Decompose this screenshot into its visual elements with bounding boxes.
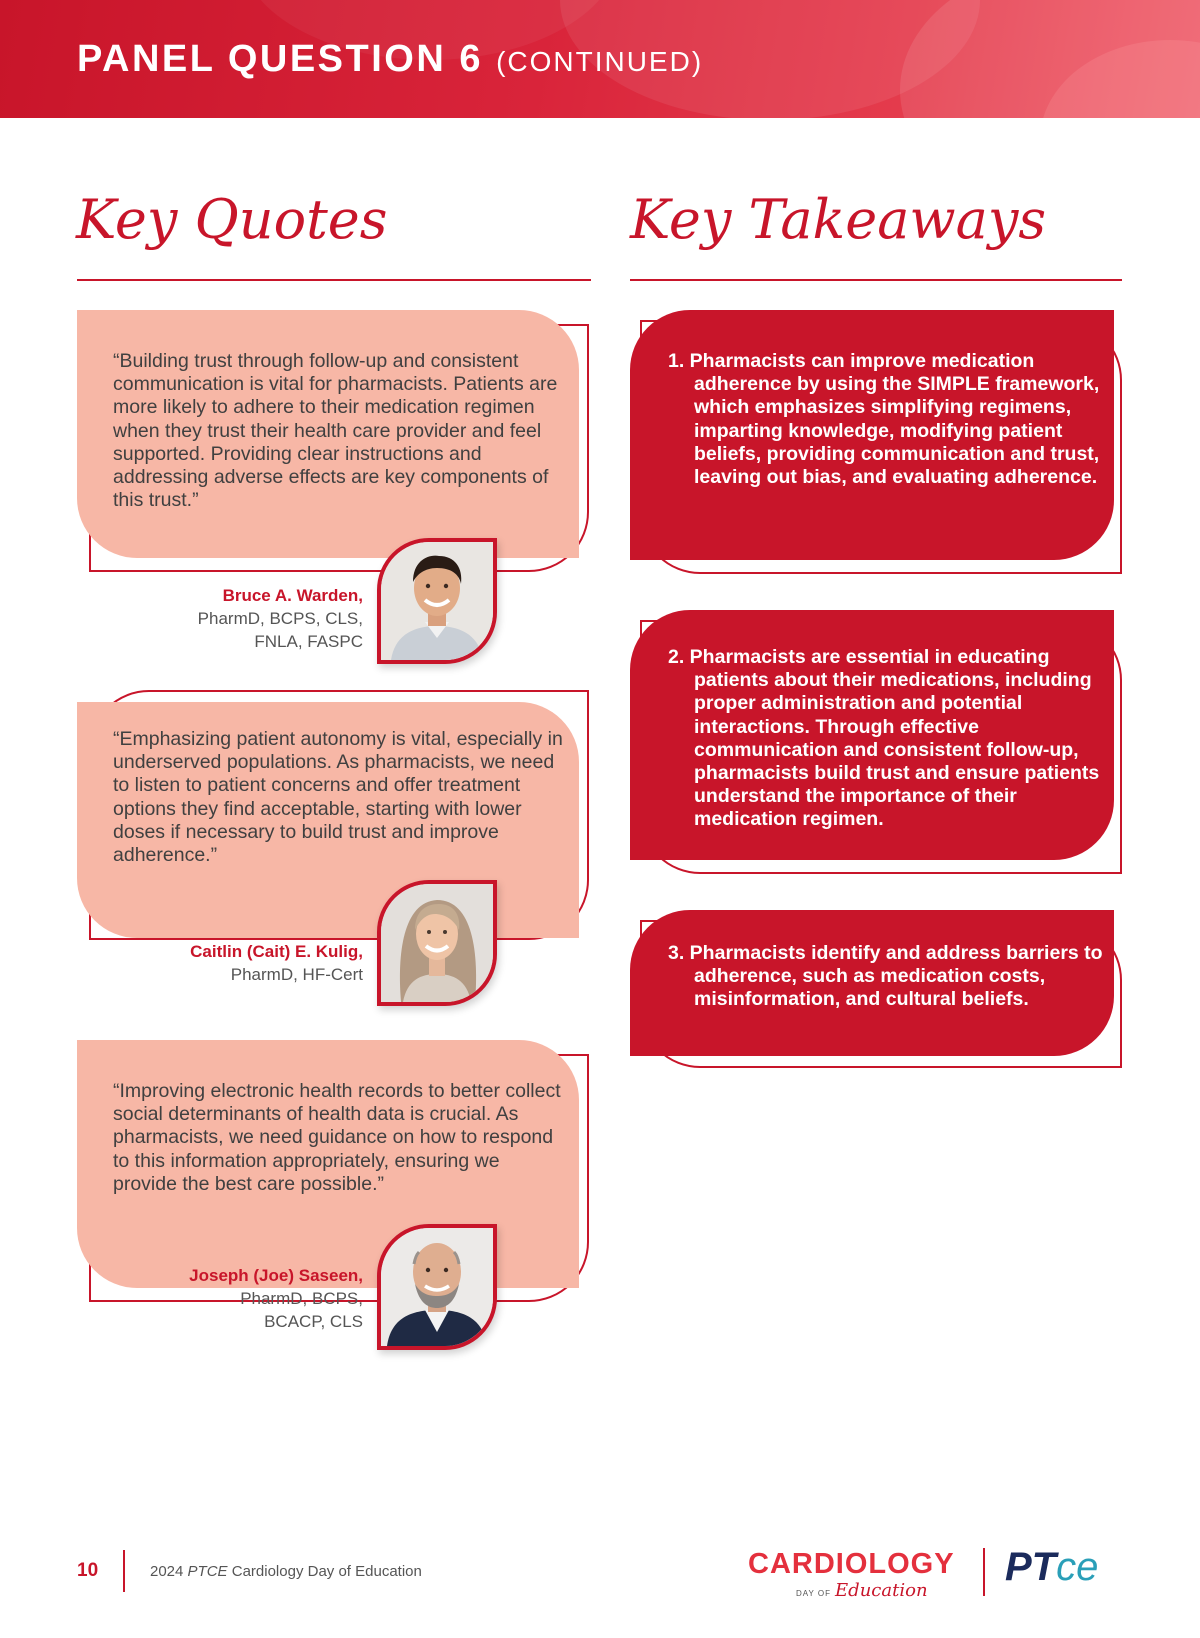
takeaway-card-1: [630, 310, 1122, 572]
cardiology-logo: CARDIOLOGY: [748, 1548, 955, 1580]
quote-text: “Building trust through follow-up and consistent communication is vital for pharmacists. Patients are more likely to adhere to their medication regimen when they trust their health care provider and feel supported. Providing clear instructions and addressing adverse effects are key components of this trust.”: [113, 350, 558, 512]
speaker-credentials: PharmD, HF-Cert: [230, 965, 363, 984]
speaker-name: Joseph (Joe) Saseen,: [189, 1266, 363, 1285]
speaker-photo: [377, 538, 497, 664]
ptce-logo: [1005, 1545, 1098, 1590]
speaker-credentials: PharmD, BCPS, CLS,: [197, 609, 363, 628]
speaker-credentials: FNLA, FASPC: [254, 632, 363, 651]
speaker-credentials: BCACP, CLS: [264, 1312, 363, 1331]
quote-speaker: [43, 584, 363, 653]
key-quotes-heading: Key Quotes: [76, 188, 388, 251]
speaker-credentials: PharmD, BCPS,: [240, 1289, 363, 1308]
quote-text: “Improving electronic health records to better collect social determinants of health data is crucial. As pharmacists, we need guidance on how to respond to this information appropriately, ensuring we provide the best care possible.”: [113, 1080, 561, 1195]
quote-card-2: [77, 688, 591, 1008]
key-takeaways-rule: [630, 279, 1122, 281]
key-quotes-rule: [77, 279, 591, 281]
page-title-continued: (CONTINUED): [496, 46, 704, 77]
takeaway-card-2: [630, 610, 1122, 872]
takeaway-text: 1. Pharmacists can improve medication adherence by using the SIMPLE framework, which emphasizes simplifying regimens, imparting knowledge, modifying patient beliefs, providing communication and trust, leaving out bias, and evaluating adherence.: [668, 350, 1100, 489]
speaker-name: Caitlin (Cait) E. Kulig,: [190, 942, 363, 961]
logo-script-text: Education: [835, 1580, 928, 1601]
page-number: 10: [77, 1560, 99, 1581]
ptce-logo-pt: PT: [1005, 1545, 1057, 1589]
quote-card-1: [77, 310, 591, 655]
quote-text: “Emphasizing patient autonomy is vital, especially in underserved populations. As pharmacists, we need to listen to patient concerns and offer treatment options they find acceptable, starting with lower doses if necessary to build trust and improve adherence.”: [113, 728, 563, 867]
key-takeaways-heading: Key Takeaways: [630, 188, 1047, 251]
footer-title: Cardiology Day of Education: [231, 1563, 422, 1580]
cardiology-logo-sub: [796, 1580, 928, 1601]
quote-speaker: [43, 1264, 363, 1333]
footer-logo-divider: [983, 1548, 985, 1596]
header-banner: [0, 0, 1200, 118]
quote-card-3: [77, 1040, 591, 1370]
speaker-photo: [377, 880, 497, 1006]
logo-small-text: DAY OF: [796, 1589, 832, 1598]
page-title-main: PANEL QUESTION 6: [77, 38, 483, 80]
page-title: [77, 38, 703, 81]
footer-publication: [150, 1563, 422, 1580]
takeaway-card-3: [630, 910, 1122, 1066]
takeaway-text: 2. Pharmacists are essential in educating patients about their medications, including proper administration and potential interactions. Through effective communication and consistent follow-up, pharmacists build trust and ensure patients understand the importance of their medication regimen.: [668, 646, 1100, 831]
speaker-name: Bruce A. Warden,: [222, 586, 363, 605]
quote-speaker: [43, 940, 363, 986]
footer-brand: PTCE: [187, 1563, 228, 1580]
footer-year: 2024: [150, 1563, 184, 1580]
speaker-photo: [377, 1224, 497, 1350]
ptce-logo-ce: ce: [1056, 1545, 1099, 1589]
takeaway-text: 3. Pharmacists identify and address barriers to adherence, such as medication costs, misinformation, and cultural beliefs.: [668, 942, 1103, 1011]
footer-divider: [123, 1550, 125, 1592]
